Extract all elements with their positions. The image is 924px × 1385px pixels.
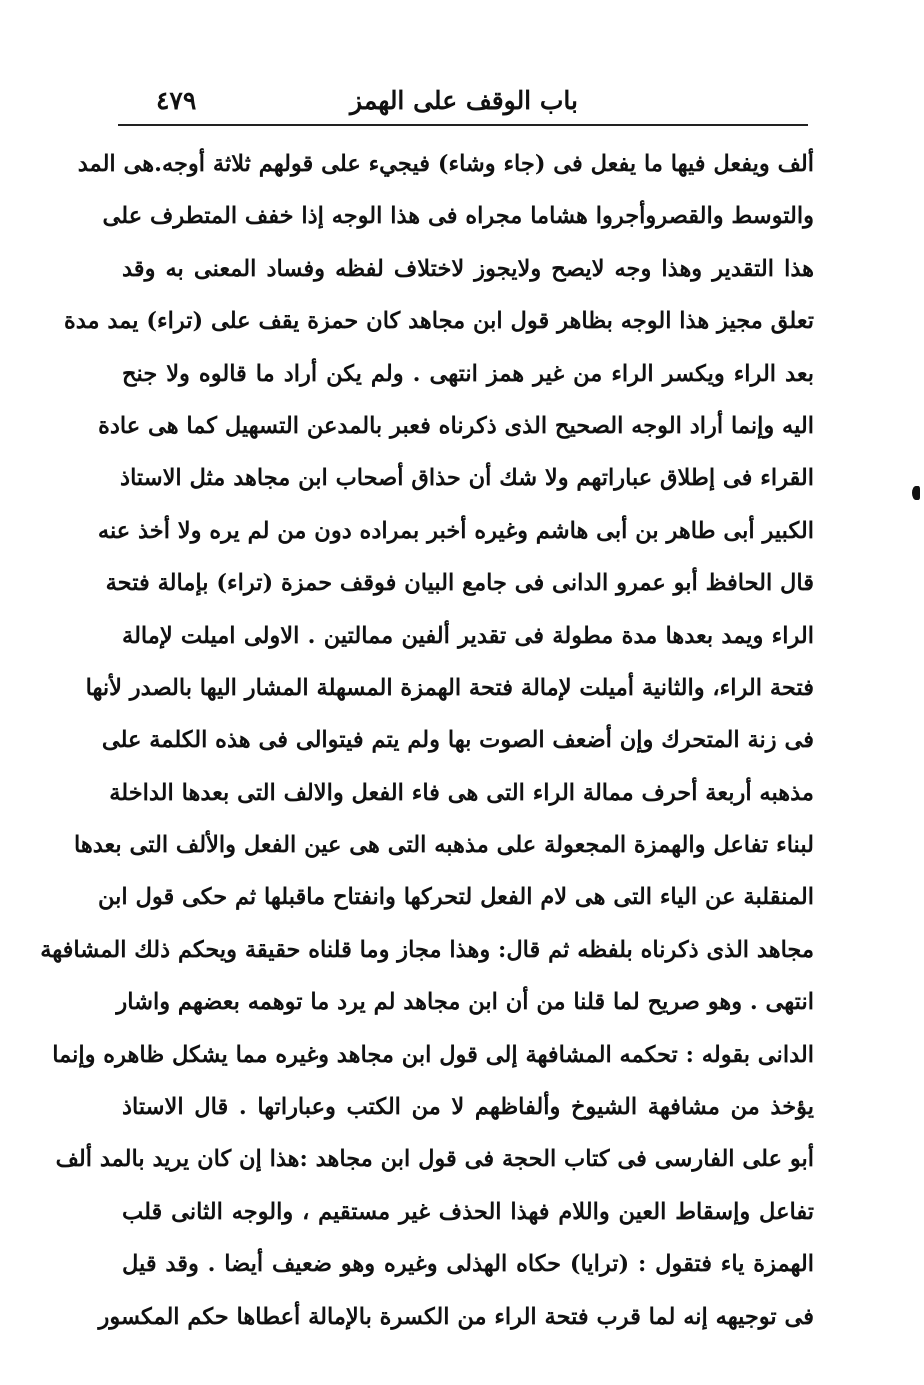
margin-ink-mark [912, 486, 920, 500]
body-text [40, 138, 814, 1343]
text-line: بعد الراء ويكسر الراء من غير همز انتهى . ولم يكن أراد ما قالوه ولا جنح [122, 360, 814, 387]
text-line: هذا التقدير وهذا وجه لايصح ولايجوز لاختلاف لفظه وفساد المعنى به وقد [122, 255, 814, 282]
text-line: انتهى . وهو صريح لما قلنا من أن ابن مجاهد لم يرد ما توهمه بعضهم واشار [116, 989, 814, 1016]
text-line: أبو على الفارسى فى كتاب الحجة فى قول ابن مجاهد :هذا إن كان يريد بالمد ألف [55, 1146, 814, 1173]
header-rule [118, 124, 808, 126]
text-line: فى زنة المتحرك وإن أضعف الصوت بها ولم يتم فيتوالى فى هذه الكلمة على [101, 727, 814, 754]
text-line: المنقلبة عن الياء التى هى لام الفعل لتحركها وانفتاح ماقبلها ثم حكى قول ابن [98, 884, 814, 911]
text-line: اليه وإنما أراد الوجه الصحيح الذى ذكرناه فعبر بالمدعن التسهيل كما هى عادة [98, 412, 814, 439]
text-line: الكبير أبى طاهر بن أبى هاشم وغيره أخبر بمراده دون من لم يره ولا أخذ عنه [97, 517, 814, 544]
text-line: الراء ويمد بعدها مدة مطولة فى تقدير ألفين ممالتين . الاولى اميلت لإمالة [122, 622, 814, 649]
text-line: فتحة الراء، والثانية أميلت لإمالة فتحة الهمزة المسهلة المشار اليها بالصدر لأنها [85, 674, 814, 701]
page-number: ٤٧٩ [156, 86, 197, 115]
text-line: فى توجيهه إنه لما قرب فتحة الراء من الكسرة بالإمالة أعطاها حكم المكسور [98, 1303, 814, 1330]
text-line: القراء فى إطلاق عباراتهم ولا شك أن حذاق أصحاب ابن مجاهد مثل الاستاذ [120, 465, 814, 492]
text-line: تعلق مجيز هذا الوجه بظاهر قول ابن مجاهد كان حمزة يقف على (تراء) يمد مدة [63, 308, 814, 335]
text-line: يؤخذ من مشافهة الشيوخ وألفاظهم لا من الكتب وعباراتها . قال الاستاذ [122, 1094, 814, 1121]
text-line: والتوسط والقصروأجروا هشاما مجراه فى هذا الوجه إذا خفف المتطرف على [102, 203, 814, 230]
running-title: باب الوقف على الهمز [350, 85, 578, 115]
text-line: مذهبه أربعة أحرف ممالة الراء التى هى فاء الفعل والالف التى بعدها الداخلة [109, 779, 814, 806]
text-line: قال الحافظ أبو عمرو الدانى فى جامع البيان فوقف حمزة (تراء) بإمالة فتحة [105, 570, 814, 597]
text-line: ألف ويفعل فيها ما يفعل فى (جاء وشاء) فيجيء على قولهم ثلاثة أوجه.هى المد [77, 151, 814, 177]
text-line: الهمزة ياء فتقول : (ترايا) حكاه الهذلى وغيره وهو ضعيف أيضا . وقد قيل [122, 1251, 814, 1278]
page-header [118, 78, 810, 122]
text-line: مجاهد الذى ذكرناه بلفظه ثم قال: وهذا مجاز وما قلناه حقيقة ويحكم ذلك المشافهة [40, 936, 814, 963]
text-line: تفاعل وإسقاط العين واللام فهذا الحذف غير مستقيم ، والوجه الثانى قلب [122, 1198, 814, 1225]
text-line: لبناء تفاعل والهمزة المجعولة على مذهبه التى هى عين الفعل والألف التى بعدها [73, 832, 814, 859]
text-line: الدانى بقوله : تحكمه المشافهة إلى قول ابن مجاهد وغيره مما يشكل ظاهره وإنما [52, 1041, 814, 1068]
